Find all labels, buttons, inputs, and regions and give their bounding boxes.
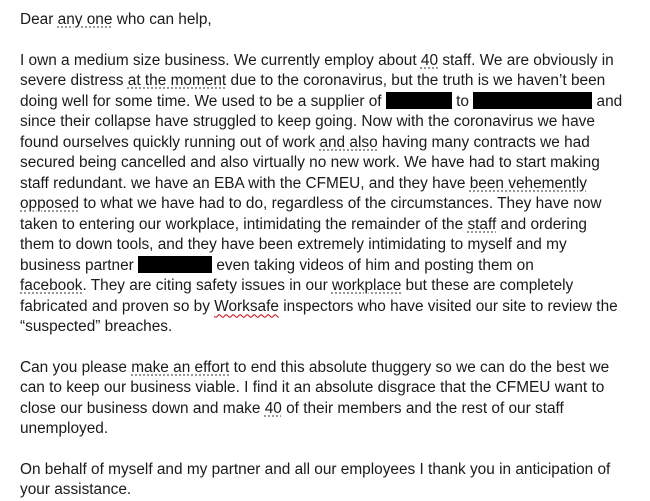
text-run: business partner	[20, 256, 139, 274]
text-line	[20, 317, 646, 338]
text-run: having many contracts we had	[377, 133, 590, 151]
text-line	[20, 51, 646, 72]
text-run: your assistance.	[20, 481, 132, 498]
text-run: due to the coronavirus, but the truth is we haven’t been	[226, 72, 606, 89]
text-line	[20, 174, 646, 195]
text-run: close our business down and make	[20, 399, 265, 417]
text-run: to end this absolute thuggery so we can do the best we	[229, 358, 610, 376]
text-run: staff. We are obviously in	[438, 51, 614, 69]
text-line	[20, 112, 646, 133]
text-line	[20, 480, 646, 501]
text-run: can to keep our business viable. I find it an absolute disgrace that the CFMEU want to	[20, 379, 605, 396]
grammar-flag: make an effort	[131, 358, 230, 376]
text-run: found ourselves quickly running out of work	[20, 133, 320, 151]
text-line	[20, 194, 646, 215]
text-run: to	[451, 92, 474, 110]
text-run: Can you please	[20, 358, 132, 376]
grammar-flag: opposed	[20, 195, 80, 212]
text-run: . They are citing safety issues in our	[82, 277, 332, 294]
text-run: I own a medium size business. We currently employ about	[20, 51, 421, 69]
text-line	[20, 419, 646, 440]
text-line	[20, 235, 646, 256]
text-run: “suspected” breaches.	[20, 318, 173, 335]
text-run: and	[592, 92, 623, 110]
text-run: inspectors who have visited our site to review the	[278, 297, 618, 315]
grammar-flag: been vehemently	[469, 174, 587, 192]
grammar-flag: 40	[420, 51, 439, 69]
text-line	[20, 378, 646, 399]
text-line	[20, 256, 646, 277]
text-run: since their collapse have struggled to keep going. Now with the coronavirus we have	[20, 113, 595, 130]
text-line	[20, 153, 646, 174]
grammar-flag: any one	[57, 11, 113, 28]
text-run: severe distress	[20, 72, 128, 89]
letter-greeting	[20, 10, 646, 31]
text-line	[20, 71, 646, 92]
text-line	[20, 358, 646, 379]
grammar-flag: 40	[264, 399, 282, 417]
text-run: even taking videos of him and posting them on	[212, 256, 534, 274]
redaction-bar	[386, 92, 452, 109]
redaction-bar	[138, 256, 212, 273]
text-run: fabricated and proven so by	[20, 297, 215, 315]
text-line	[20, 92, 646, 113]
text-run: taken to entering our workplace, intimidating the remainder of the	[20, 215, 468, 233]
redaction-bar	[473, 92, 592, 109]
letter-paragraph-3	[20, 460, 646, 501]
text-line	[20, 399, 646, 420]
grammar-flag: at the moment	[127, 72, 227, 89]
grammar-flag: workplace	[331, 277, 402, 294]
text-run: Dear	[20, 11, 58, 28]
text-run: secured being cancelled and also virtually no new work. We have had to start making	[20, 154, 600, 171]
letter-paragraph-1	[20, 51, 646, 338]
text-line	[20, 297, 646, 318]
text-run: doing well for some time. We used to be a supplier of	[20, 92, 386, 110]
text-run: to what we have had to do, regardless of the circumstances. They have now	[79, 195, 602, 212]
grammar-flag: facebook	[20, 277, 83, 294]
letter-paragraph-2	[20, 358, 646, 440]
text-line	[20, 215, 646, 236]
text-run: of their members and the rest of our staff	[281, 399, 564, 417]
grammar-flag: staff	[467, 215, 497, 233]
text-run: and ordering	[496, 215, 587, 233]
grammar-flag: and also	[319, 133, 378, 151]
text-run: who can help,	[112, 11, 212, 28]
text-line	[20, 276, 646, 297]
text-run: but these are completely	[401, 277, 574, 294]
text-run: staff redundant. we have an EBA with the CFMEU, and they have	[20, 174, 470, 192]
text-line	[20, 133, 646, 154]
text-line	[20, 460, 646, 481]
text-run: unemployed.	[20, 420, 109, 437]
text-line	[20, 10, 646, 31]
spelling-flag: Worksafe	[214, 297, 279, 315]
text-run: them to down tools, and they have been extremely intimidating to myself and my	[20, 236, 567, 253]
text-run: On behalf of myself and my partner and all our employees I thank you in anticipation of	[20, 460, 611, 478]
